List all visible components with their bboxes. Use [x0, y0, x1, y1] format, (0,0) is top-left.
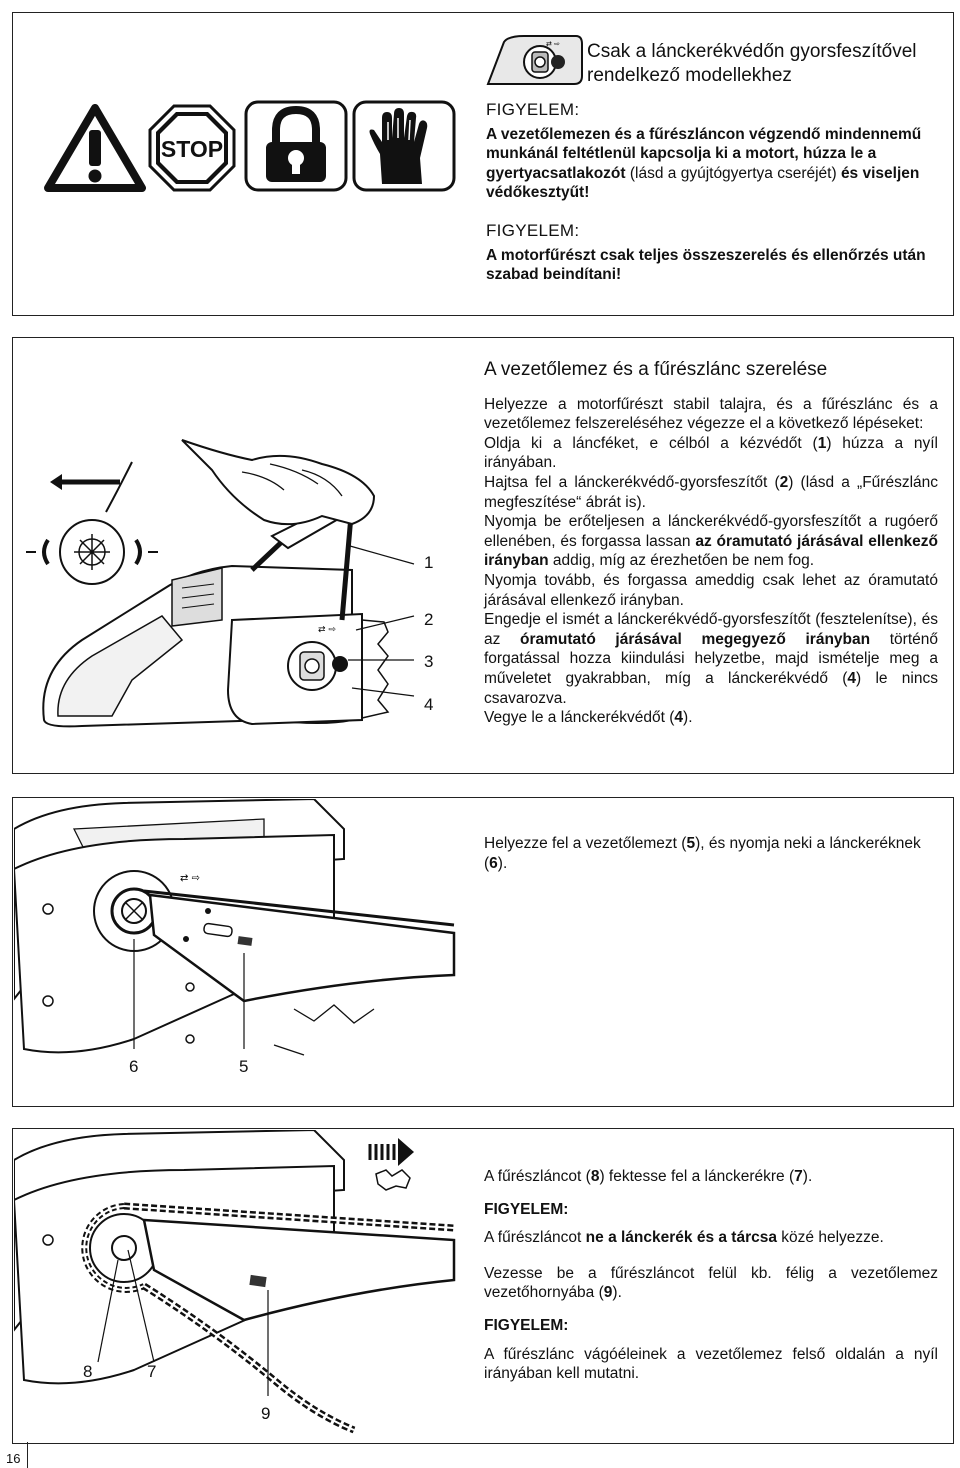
chain-warning1-label: FIGYELEM: — [484, 1200, 569, 1218]
box1-title-line2: rendelkező modellekhez — [587, 65, 792, 86]
warning1-label: FIGYELEM: — [486, 100, 580, 119]
figure-label-8: 8 — [83, 1362, 93, 1381]
warning1-bold-b: és viseljen védőkesztyűt! — [486, 164, 920, 202]
figure-label-4: 4 — [424, 695, 434, 714]
step-paragraph-4: Nyomja be erőteljesen a lánckerékvédő-gyorsfeszítőt a rugóerő ellenében, és forgassa lassan az óramutató járásával ellenkező irányban addig, míg az érezhetően be nem fog. — [484, 513, 938, 570]
figure-label-6: 6 — [129, 1057, 139, 1076]
step-paragraph-3: Hajtsa fel a lánckerékvédő-gyorsfeszítőt (2) (lásd a „Fűrészlánc megfeszítése“ ábrát is). — [484, 473, 939, 511]
step-paragraph-6: Engedje el ismét a lánckerékvédő-gyorsfeszítőt (fesztelenítse), és az óramutató járásával megegyező irányban történő forgatással hozza kiindulási helyzetbe, majd ismételje meg a műveletet gyakrabban, míg a lánckerékvédő (4) le nincs csavarozva. — [484, 611, 939, 707]
warning1-normal: (lásd a gyújtógyertya cseréjét) — [625, 164, 841, 182]
box1-title-line1: Csak a lánckerékvédőn gyorsfeszítővel — [587, 41, 917, 62]
saw-chain-illustration — [14, 1130, 474, 1442]
chainsaw-brake-illustration — [22, 420, 422, 770]
step-paragraph-1: Helyezze a motorfűrészt stabil talajra, és a fűrészlánc és a vezetőlemez felszereléséhez végezze el a következő lépéseket: — [484, 395, 938, 433]
figure-label-1: 1 — [424, 553, 434, 572]
chain-warning1-text: A fűrészláncot ne a lánckerék és a tárcsa közé helyezze. — [484, 1229, 884, 1247]
figure-label-7: 7 — [147, 1362, 157, 1381]
chain-warning2-label: FIGYELEM: — [484, 1316, 569, 1334]
figure-label-5: 5 — [239, 1057, 249, 1076]
stop-sign-label: STOP — [160, 136, 224, 162]
chain-warning2-text: A fűrészlánc vágóéleinek a vezetőlemez felső oldalán a nyíl irányában kell mutatni. — [484, 1345, 938, 1383]
page-number: 16 — [6, 1451, 21, 1466]
section-heading: A vezetőlemez és a fűrészlánc szerelése — [484, 359, 828, 380]
svg-text:⇄ ⇨: ⇄ ⇨ — [180, 873, 200, 884]
svg-text:⇄ ⇨: ⇄ ⇨ — [546, 40, 560, 48]
gloves-icon — [352, 100, 456, 192]
padlock-icon — [244, 100, 348, 192]
chain-instruction-1: A fűrészláncot (8) fektesse fel a lánckerékre (7). — [484, 1168, 813, 1185]
step-paragraph-5: Nyomja tovább, és forgassa ameddig csak lehet az óramutató járásával ellenkező irányban. — [484, 571, 938, 609]
stop-sign-icon — [148, 104, 236, 192]
warning2-text: A motorfűrészt csak teljes összeszerelés és ellenőrzés után szabad beindítani! — [486, 246, 926, 284]
figure-label-2: 2 — [424, 610, 434, 629]
warning2-label: FIGYELEM: — [486, 220, 580, 240]
warning-triangle-icon — [44, 104, 146, 192]
svg-text:⇄ ⇨: ⇄ ⇨ — [318, 625, 336, 635]
chain-instruction-2: Vezesse be a fűrészláncot felül kb. félig a vezetőlemez vezetőhornyába (9). — [484, 1264, 938, 1302]
figure-label-3: 3 — [424, 652, 434, 671]
warning1-text — [486, 125, 938, 203]
guide-bar-instruction: Helyezze fel a vezetőlemezt (5), és nyomja neki a lánckeréknek (6). — [484, 835, 921, 872]
step-paragraph-7: Vegye le a lánckerékvédőt (4). — [484, 709, 693, 727]
figure-label-9: 9 — [261, 1404, 271, 1423]
sprocket-cover-illustration — [484, 34, 584, 90]
step-paragraph-2: Oldja ki a láncféket, e célból a kézvédőt (1) húzza a nyíl irányában. — [484, 434, 938, 472]
warning1-bold-a: A vezetőlemezen és a fűrészláncon végzendő mindennemű munkánál feltétlenül kapcsolja ki a motort, húzza le a gyertyacsatlakozót — [486, 125, 922, 182]
